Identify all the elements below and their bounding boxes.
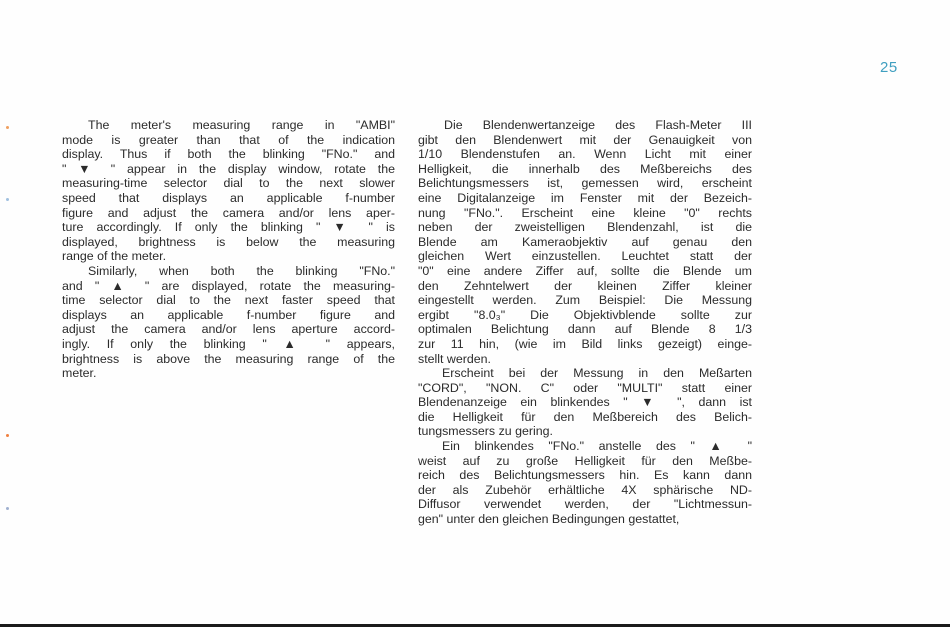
german-text-line: eingestellt werden. Zum Beispiel: Die Messung	[418, 293, 752, 308]
german-text-line: gleichen Wert einzustellen. Leuchtet statt der	[418, 249, 752, 264]
english-text-column	[62, 118, 395, 381]
german-text-line: Diffusor verwendet werden, der "Lichtmessun-	[418, 497, 752, 512]
german-text-line: neben der zweistelligen Blendenzahl, ist die	[418, 220, 752, 235]
margin-mark	[6, 507, 9, 510]
german-text-line: 1/10 Blendenstufen an. Wenn Licht mit einer	[418, 147, 752, 162]
english-text-line: meter.	[62, 366, 97, 381]
german-text-line: nung "FNo.". Erscheint eine kleine "0" rechts	[418, 205, 752, 220]
german-text-line: die Helligkeit für den Meßbereich des Belich-	[418, 409, 752, 424]
english-text-line: brightness is above the measuring range of the	[62, 351, 395, 366]
german-text-line: gen" unter den gleichen Bedingungen gestattet,	[418, 512, 680, 527]
german-text-line: tungsmessers zu gering.	[418, 424, 553, 439]
german-text-line: ergibt "8.0₃" Die Objektivblende sollte zur	[418, 307, 752, 322]
margin-mark	[6, 126, 9, 129]
german-text-line: zur 11 hin, (wie im Bild links gezeigt) einge-	[418, 336, 752, 351]
english-text-line: display. Thus if both the blinking "FNo." and	[62, 147, 395, 162]
english-text-line: time selector dial to the next faster speed that	[62, 293, 395, 308]
english-text-line: mode is greater than that of the indication	[62, 132, 395, 147]
english-text-line: range of the meter.	[62, 249, 167, 264]
german-text-line: der als Zubehör erhältliche 4X sphärische ND-	[418, 482, 752, 497]
german-text-line: "0" eine andere Ziffer auf, sollte die Blende um	[418, 263, 752, 278]
margin-mark	[6, 198, 9, 201]
german-text-column	[418, 118, 752, 527]
english-text-line: speed that displays an applicable f-number	[62, 190, 395, 205]
english-text-line: " ▼ " appear in the display window, rotate the	[62, 161, 395, 176]
german-text-line: Belichtungsmessers ist, gemessen wird, erscheint	[418, 176, 752, 191]
english-text-line: The meter's measuring range in "AMBI"	[88, 118, 395, 132]
page-number: 25	[880, 59, 898, 76]
german-text-line: stellt werden.	[418, 351, 492, 366]
english-text-line: figure and adjust the camera and/or lens aper-	[62, 205, 395, 220]
german-text-line: den Zehntelwert der kleinen Ziffer kleiner	[418, 278, 752, 293]
english-text-line: ingly. If only the blinking " ▲ " appears,	[62, 336, 395, 351]
english-text-line: measuring-time selector dial to the next slower	[62, 176, 395, 191]
german-text-line: Blendenanzeige ein blinkendes " ▼ ", dann ist	[418, 395, 752, 410]
english-text-line: adjust the camera and/or lens aperture accord-	[62, 322, 395, 337]
english-text-line: and " ▲ " are displayed, rotate the measuring-	[62, 278, 395, 293]
german-text-line: gibt den Blendenwert mit der Genauigkeit von	[418, 132, 752, 147]
margin-mark	[6, 434, 9, 437]
german-text-line: Helligkeit, die innerhalb des Meßbereichs des	[418, 161, 752, 176]
german-text-line: "CORD", "NON. C" oder "MULTI" statt einer	[418, 380, 752, 395]
german-text-line: Erscheint bei der Messung in den Meßarten	[442, 366, 752, 381]
english-text-line: Similarly, when both the blinking "FNo."	[88, 263, 395, 278]
german-text-line: reich des Belichtungsmessers hin. Es kann dann	[418, 468, 752, 483]
german-text-line: Ein blinkendes "FNo." anstelle des " ▲ "	[442, 439, 752, 454]
german-text-line: optimalen Belichtung dann auf Blende 8 1/3	[418, 322, 752, 337]
english-text-line: displayed, brightness is below the measuring	[62, 234, 395, 249]
german-text-line: Blende am Kameraobjektiv auf genau den	[418, 234, 752, 249]
english-text-line: displays an applicable f-number figure and	[62, 307, 395, 322]
german-text-line: eine Digitalanzeige im Fenster mit der Bezeich-	[418, 190, 752, 205]
german-text-line: weist auf zu große Helligkeit für den Meßbe-	[418, 453, 752, 468]
english-text-line: ture accordingly. If only the blinking " ▼ " is	[62, 220, 395, 235]
german-text-line: Die Blendenwertanzeige des Flash-Meter III	[444, 118, 752, 132]
